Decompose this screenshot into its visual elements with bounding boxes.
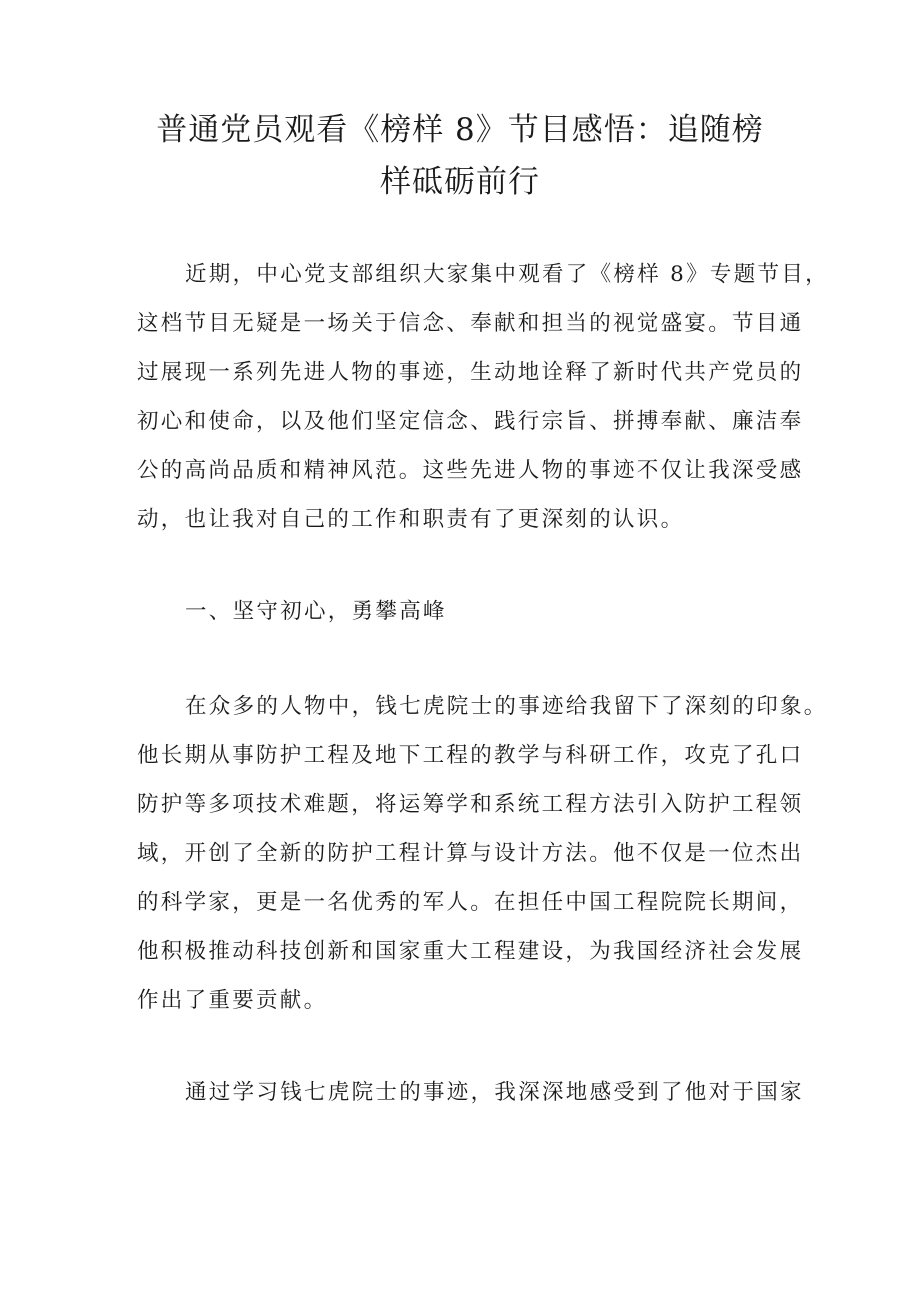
paragraph-qian-qihu (137, 682, 828, 1025)
paragraph-line: 动，也让我对自己的工作和职责有了更深刻的认识。 (137, 507, 685, 532)
paragraph-line: 他长期从事防护工程及地下工程的教学与科研工作，攻克了孔口 (137, 743, 804, 768)
paragraph-line: 初心和使命，以及他们坚定信念、践行宗旨、拼搏奉献、廉洁奉 (137, 409, 804, 434)
paragraph-line: 域，开创了全新的防护工程计算与设计方法。他不仅是一位杰出 (137, 841, 804, 866)
paragraph-line: 防护等多项技术难题，将运筹学和系统工程方法引入防护工程领 (137, 792, 804, 817)
paragraph-intro (137, 250, 829, 544)
paragraph-line: 这档节目无疑是一场关于信念、奉献和担当的视觉盛宴。节目通 (137, 311, 804, 336)
paragraph-line: 的科学家，更是一名优秀的军人。在担任中国工程院院长期间， (137, 890, 804, 915)
paragraph-line: 公的高尚品质和精神风范。这些先进人物的事迹不仅让我深受感 (137, 458, 804, 483)
paragraph-line: 过展现一系列先进人物的事迹，生动地诠释了新时代共产党员的 (137, 360, 804, 385)
document-title-line-2: 样砥砺前行 (380, 164, 540, 200)
document-title-line-1: 普通党员观看《榜样 8》节目感悟：追随榜 (156, 112, 764, 148)
section-heading-1: 一、坚守初心，勇攀高峰 (185, 599, 447, 624)
paragraph-line: 通过学习钱七虎院士的事迹，我深深地感受到了他对于国家 (185, 1080, 804, 1105)
paragraph-line: 近期，中心党支部组织大家集中观看了《榜样 8》专题节目， (185, 262, 829, 287)
paragraph-line: 作出了重要贡献。 (137, 988, 328, 1013)
paragraph-reflection (137, 1068, 807, 1117)
paragraph-line: 在众多的人物中，钱七虎院士的事迹给我留下了深刻的印象。 (185, 694, 828, 719)
paragraph-line: 他积极推动科技创新和国家重大工程建设，为我国经济社会发展 (137, 939, 804, 964)
